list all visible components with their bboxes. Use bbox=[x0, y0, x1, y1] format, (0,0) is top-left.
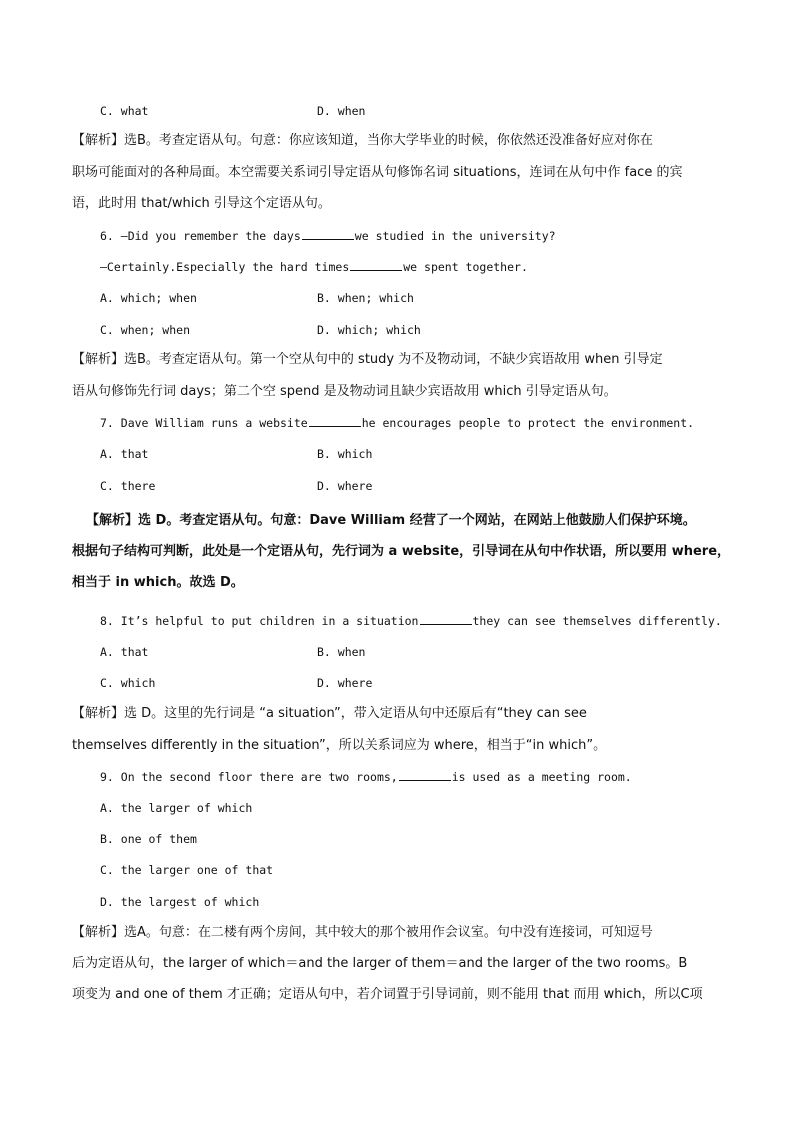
q7-analysis-line-3: 相当于 in which。故选 D。 bbox=[72, 575, 244, 590]
q5-analysis-line-2: 职场可能面对的各种局面。本空需要关系词引导定语从句修饰名词 situations，连词在从句中作 face 的宾 bbox=[72, 165, 683, 180]
q6-stem-part-2: we studied in the university? bbox=[354, 229, 556, 243]
q6-stem-line-1 bbox=[100, 228, 752, 244]
q8-option-d: D. where bbox=[317, 676, 373, 690]
q8-option-c: C. which bbox=[100, 676, 156, 690]
q9-stem-part-1: 9. On the second floor there are two rooms, bbox=[100, 770, 398, 784]
q6-stem-line-2 bbox=[100, 259, 752, 275]
q6-option-d: D. which; which bbox=[317, 323, 421, 337]
q8-stem bbox=[100, 613, 752, 629]
q6-analysis-line-2: 语从句修饰先行词 days；第二个空 spend 是及物动词且缺少宾语故用 which 引导定语从句。 bbox=[72, 384, 617, 399]
q7-option-a: A. that bbox=[100, 447, 149, 461]
q7-analysis-line-2: 根据句子结构可判断，此处是一个定语从句，先行词为 a website，引导词在从句中作状语，所以要用 where， bbox=[72, 544, 731, 559]
q9-stem-part-2: is used as a meeting room. bbox=[451, 770, 632, 784]
q9-analysis-line-3: 项变为 and one of them 才正确；定语从句中，若介词置于引导词前，则不能用 that 而用 which，所以C项 bbox=[72, 987, 703, 1002]
q7-analysis-line-1: 【解析】选 D。考查定语从句。句意：Dave William 经营了一个网站，在网站上他鼓励人们保护环境。 bbox=[86, 513, 696, 528]
q6-option-c: C. when; when bbox=[100, 323, 191, 337]
q7-stem bbox=[100, 415, 752, 431]
q8-analysis-line-1: 【解析】选 D。这里的先行词是 “a situation”，带入定语从句中还原后有“they can see bbox=[72, 706, 587, 721]
q8-analysis-line-2: themselves differently in the situation”，所以关系词应为 where，相当于“in which”。 bbox=[72, 738, 607, 753]
q9-stem bbox=[100, 769, 752, 785]
q5-analysis-line-1: 【解析】选B。考查定语从句。句意：你应该知道，当你大学毕业的时候，你依然还没准备好应对你在 bbox=[72, 133, 653, 148]
q5-option-d: D. when bbox=[317, 104, 366, 118]
q9-option-c: C. the larger one of that bbox=[100, 863, 274, 877]
q5-analysis-line-3: 语，此时用 that/which 引导这个定语从句。 bbox=[72, 196, 331, 211]
q6-option-a: A. which; when bbox=[100, 291, 197, 305]
q7-stem-part-2: he encourages people to protect the environment. bbox=[361, 416, 695, 430]
q9-analysis-line-2: 后为定语从句，the larger of which＝and the larger of them＝and the larger of the two rooms。B bbox=[72, 956, 688, 971]
q8-option-a: A. that bbox=[100, 645, 149, 659]
q7-option-b: B. which bbox=[317, 447, 373, 461]
answer-blank bbox=[350, 259, 402, 271]
answer-blank bbox=[420, 613, 472, 625]
q8-stem-part-2: they can see themselves differently. bbox=[472, 614, 722, 628]
q6-stem-part-3: —Certainly.Especially the hard times bbox=[100, 260, 350, 274]
q7-option-c: C. there bbox=[100, 479, 156, 493]
q6-stem-part-1: 6. —Did you remember the days bbox=[100, 229, 301, 243]
q8-option-b: B. when bbox=[317, 645, 366, 659]
answer-blank bbox=[302, 228, 354, 240]
q9-analysis-line-1: 【解析】选A。句意：在二楼有两个房间，其中较大的那个被用作会议室。句中没有连接词，可知逗号 bbox=[72, 925, 653, 940]
q7-option-d: D. where bbox=[317, 479, 373, 493]
q7-stem-part-1: 7. Dave William runs a website bbox=[100, 416, 308, 430]
q6-analysis-line-1: 【解析】选B。考查定语从句。第一个空从句中的 study 为不及物动词，不缺少宾语故用 when 引导定 bbox=[72, 352, 663, 367]
q6-option-b: B. when; which bbox=[317, 291, 414, 305]
q6-stem-part-4: we spent together. bbox=[403, 260, 528, 274]
answer-blank bbox=[399, 769, 451, 781]
q8-stem-part-1: 8. It’s helpful to put children in a situation bbox=[100, 614, 419, 628]
q9-option-a: A. the larger of which bbox=[100, 801, 253, 815]
q9-option-d: D. the largest of which bbox=[100, 895, 260, 909]
answer-blank bbox=[309, 415, 361, 427]
q5-option-c: C. what bbox=[100, 104, 149, 118]
q9-option-b: B. one of them bbox=[100, 832, 197, 846]
